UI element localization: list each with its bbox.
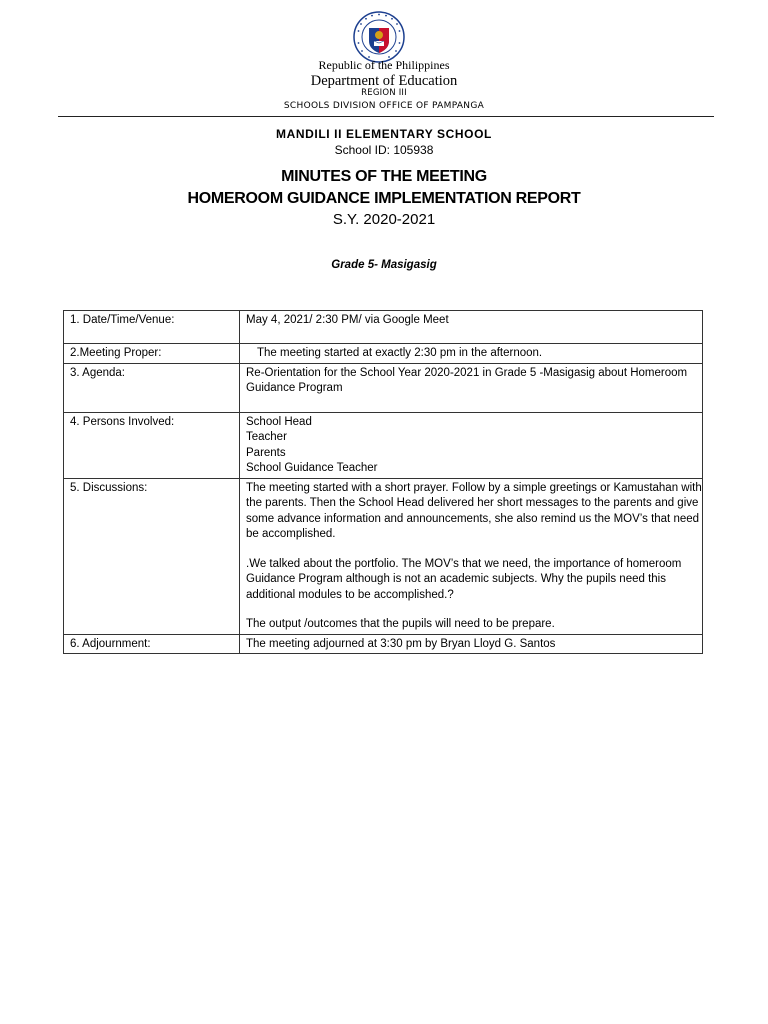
table-row bbox=[64, 311, 703, 344]
school-id: School ID: 105938 bbox=[334, 143, 434, 157]
list-item: Parents bbox=[246, 446, 286, 459]
table-row bbox=[64, 344, 703, 364]
discussion-paragraph: The meeting started with a short prayer. Follow by a simple greetings or Kamustahan with the parents. Then the School Head delivered her short messages to the parents and give some advance information and announcements, she also remind us the MOV’s that need be accomplished. bbox=[246, 481, 702, 540]
deped-seal-logo bbox=[353, 11, 405, 63]
list-item: School Head bbox=[246, 415, 312, 428]
row-label: 1. Date/Time/Venue: bbox=[64, 311, 240, 344]
row-value: May 4, 2021/ 2:30 PM/ via Google Meet bbox=[240, 311, 703, 344]
table-row bbox=[64, 478, 703, 634]
row-value bbox=[240, 412, 703, 478]
row-value: Re-Orientation for the School Year 2020-2021 in Grade 5 -Masigasig about Homeroom Guidance Program bbox=[240, 363, 703, 412]
row-label: 2.Meeting Proper: bbox=[64, 344, 240, 364]
list-item: Teacher bbox=[246, 431, 287, 443]
row-label: 5. Discussions: bbox=[64, 478, 240, 634]
meeting-proper-text: The meeting started at exactly 2:30 pm in the afternoon. bbox=[257, 347, 543, 359]
row-value bbox=[240, 344, 703, 364]
table-row bbox=[64, 634, 703, 654]
discussion-paragraph: The output /outcomes that the pupils will need to be prepare. bbox=[246, 618, 555, 630]
table-row bbox=[64, 363, 703, 412]
school-name: MANDILI II ELEMENTARY SCHOOL bbox=[276, 127, 492, 141]
row-label: 6. Adjournment: bbox=[64, 634, 240, 654]
row-label: 4. Persons Involved: bbox=[64, 412, 240, 478]
discussion-paragraph: .We talked about the portfolio. The MOV’s that we need, the importance of homeroom Guidance Program although is not an academic subjects. Why the pupils need this additional modules to be accomplished.? bbox=[246, 557, 682, 601]
row-label: 3. Agenda: bbox=[64, 363, 240, 412]
row-value bbox=[240, 478, 703, 634]
school-year: S.Y. 2020-2021 bbox=[332, 211, 436, 228]
header-divider bbox=[58, 116, 714, 117]
region-line: REGION III bbox=[361, 88, 407, 98]
document-title: MINUTES OF THE MEETING bbox=[281, 168, 487, 185]
document-subtitle: HOMEROOM GUIDANCE IMPLEMENTATION REPORT bbox=[187, 190, 581, 207]
list-item: School Guidance Teacher bbox=[246, 462, 378, 474]
minutes-table bbox=[63, 310, 703, 654]
department-line: Department of Education bbox=[310, 73, 458, 89]
division-line: SCHOOLS DIVISION OFFICE OF PAMPANGA bbox=[283, 101, 485, 111]
grade-section: Grade 5- Masigasig bbox=[331, 259, 437, 271]
table-row bbox=[64, 412, 703, 478]
row-value: The meeting adjourned at 3:30 pm by Bryan Lloyd G. Santos bbox=[240, 634, 703, 654]
republic-line: Republic of the Philippines bbox=[318, 58, 450, 72]
